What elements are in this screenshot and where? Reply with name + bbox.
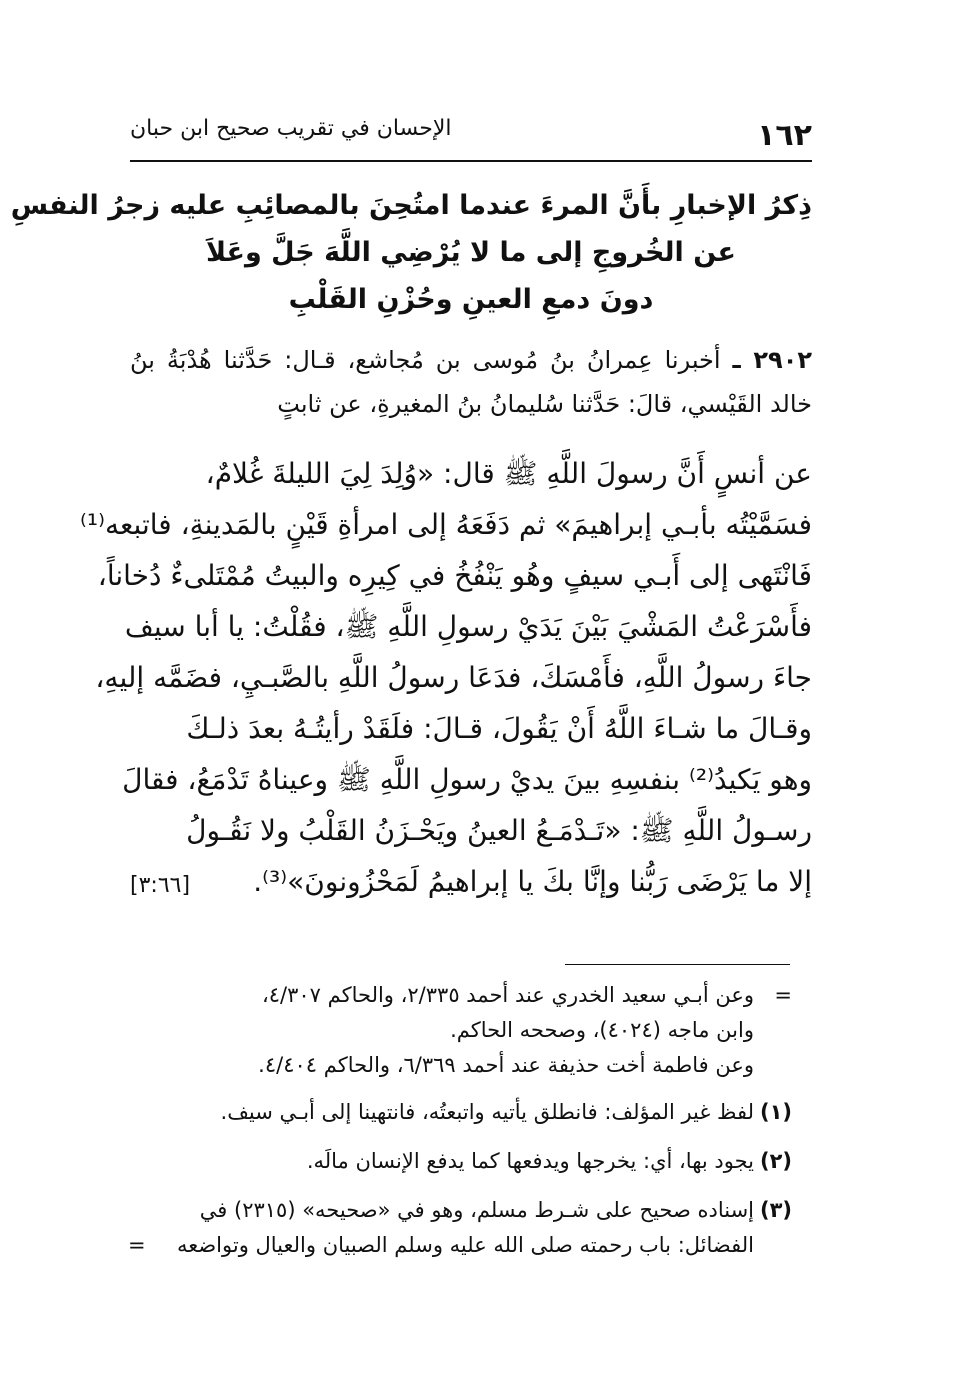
matn-line: رسـولُ اللَّهِ ﷺ: «تَـدْمَـعُ العينُ ويَحْـزَنُ القَلْبُ ولا نَقُـولُ	[186, 814, 812, 847]
matn-line: فسَمَّيْتُه بأبـي إبراهيمَ» ثم دَفَعَهُ إلى امرأةِ قَيْنٍ بالمَدينةِ، فاتبعه⁽¹⁾	[80, 508, 812, 541]
header-divider	[130, 160, 812, 162]
matn-line: فَانْتَهى إلى أَبـي سيفٍ وهُو يَنْفُخُ في كِيرِه والبيتُ مُمْتَلىءٌ دُخاناً،	[97, 559, 812, 592]
page-number: ١٦٢	[757, 118, 812, 153]
matn-line: وقـالَ ما شـاءَ اللَّهُ أَنْ يَقُولَ، قـالَ: فلَقَدْ رأيتُـهُ بعدَ ذلـكَ	[186, 712, 812, 745]
footnote-continuation	[130, 978, 812, 1083]
continued-marker: =	[128, 1233, 146, 1257]
chapter-title-line: عن الخُروجِ إلى ما لا يُرْضِي اللَّهَ جَلَّ وعَلاَ	[206, 237, 736, 268]
matn-line: فأَسْرَعْتُ المَشْيَ بَيْنَ يَدَيْ رسولِ اللَّهِ ﷺ، فقُلْتُ: يا أبا سيف	[124, 610, 812, 643]
footnote-line: وعن أبـي سعيد الخدري عند أحمد ٢/٣٣٥، والحاكم ٤/٣٠٧،	[261, 983, 754, 1007]
footnote-text: يجود بها، أي: يخرجها ويدفعها كما يدفع الإنسان مالَه.	[306, 1149, 754, 1173]
chapter-title-line: دونَ دمعِ العينِ وحُزْنِ القَلْبِ	[288, 284, 654, 315]
matn-line: عن أنسٍ أَنَّ رسولَ اللَّهِ ﷺ قال: «وُلِدَ لِيَ الليلةَ غُلامٌ،	[205, 457, 812, 490]
footnote-item	[130, 1095, 812, 1130]
isnad-text: أخبرنا عِمرانُ بنُ مُوسى بن مُجاشع، قـال: حَدَّثنا هُدْبَةُ بنُ خالد القَيْسي، قالَ: حَدَّثنا سُليمانُ بنُ المغيرةِ، عن ثابتٍ	[130, 346, 812, 418]
footnote-text: إسناده صحيح على شـرط مسلم، وهو في «صحيحه» (٢٣١٥) في الفضائل: باب رحمته صلى الله عليه وسلم الصبيان والعيال وتواضعه	[176, 1198, 754, 1257]
page-header	[130, 108, 812, 160]
matn-line-text: إلا ما يَرْضَى رَبُّنا وإنَّا بكَ يا إبراهيمُ لَمَحْزُونونَ»⁽³⁾.	[253, 865, 812, 898]
hadith-number: ٢٩٠٢ ـ	[732, 346, 812, 374]
footnote-number: (١)	[759, 1100, 792, 1124]
running-title: الإحسان في تقريب صحيح ابن حبان	[130, 116, 452, 141]
footnote-item	[130, 1193, 812, 1263]
footnote-number: (٣)	[759, 1198, 792, 1222]
continuation-marker: =	[774, 983, 792, 1007]
matn-line-last	[130, 856, 812, 907]
footnote-line: وابن ماجه (٤٠٢٤)، وصححه الحاكم.	[450, 1018, 754, 1042]
matn-line: وهو يَكيدُ⁽²⁾ بنفسِهِ بينَ يديْ رسولِ اللَّهِ ﷺ وعيناهُ تَدْمَعُ، فقالَ	[122, 763, 812, 796]
footnote-text: لفظ غير المؤلف: فانطلق يأتيه واتبعتُه، فانتهينا إلى أبـي سيف.	[220, 1100, 754, 1124]
matn-line: جاءَ رسولُ اللَّهِ، فأَمْسَكَ، فدَعَا رسولُ اللَّهِ بالصَّبـيِ، فضَمَّه إليهِ،	[95, 661, 812, 694]
hadith-reference: [٣:٦٦]	[130, 873, 191, 898]
footnote-item	[130, 1144, 812, 1179]
chapter-title-line: ذِكرُ الإخبارِ بأَنَّ المرءَ عندما امتُحِنَ بالمصائِبِ عليه زجرُ النفسِ	[10, 190, 812, 221]
hadith-matn	[80, 448, 812, 911]
footnote-line: وعن فاطمة أخت حذيفة عند أحمد ٦/٣٦٩، والحاكم ٤/٤٠٤.	[258, 1053, 754, 1077]
footnote-divider	[565, 964, 790, 965]
footnote-number: (٢)	[759, 1149, 792, 1173]
footnotes	[130, 978, 812, 1263]
hadith-isnad	[130, 338, 812, 426]
chapter-title	[10, 182, 812, 323]
